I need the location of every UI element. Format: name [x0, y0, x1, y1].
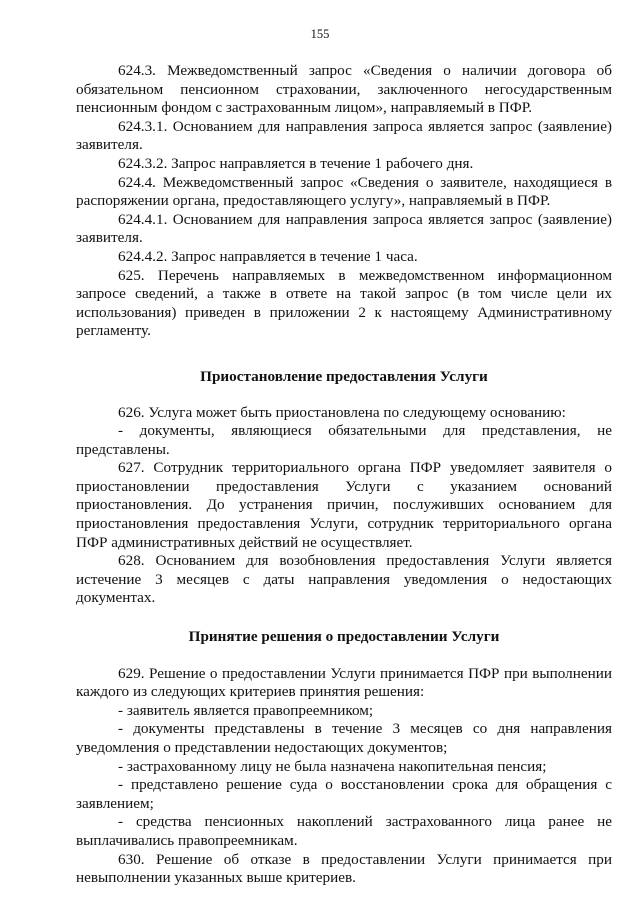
paragraph-627: 627. Сотрудник территориального органа ПФР уведомляет заявителя о приостановлении предоставления Услуги с указанием оснований приостановления. До устранения причин, послуживших основанием для приостановления предоставления Услуги, сотрудник территориального органа ПФР административных действий не осуществляет. — [76, 459, 612, 551]
section-heading-suspension: Приостановление предоставления Услуги — [200, 367, 488, 385]
paragraph-624-3: 624.3. Межведомственный запрос «Сведения о наличии договора об обязательном пенсионном страховании, заключенного негосударственным пенсионным фондом с застрахованным лицом», направляемый в ПФР. — [76, 62, 612, 117]
section-heading-decision: Принятие решения о предоставлении Услуги — [188, 628, 500, 646]
paragraph-624-4: 624.4. Межведомственный запрос «Сведения о заявителе, находящиеся в распоряжении органа, предоставляющего услугу», направляемый в ПФР. — [76, 173, 612, 210]
paragraph-629: 629. Решение о предоставлении Услуги принимается ПФР при выполнении каждого из следующих критериев принятия решения: — [76, 664, 612, 701]
paragraph-624-4-1: 624.4.1. Основанием для направления запроса является запрос (заявление) заявителя. — [76, 210, 612, 247]
list-item-documents-not-submitted: - документы, являющиеся обязательными для представления, не представлены. — [76, 422, 612, 458]
paragraph-624-3-2: 624.3.2. Запрос направляется в течение 1 рабочего дня. — [118, 154, 474, 172]
paragraph-624-3-1: 624.3.1. Основанием для направления запроса является запрос (заявление) заявителя. — [76, 117, 612, 154]
page-number: 155 — [310, 27, 330, 41]
list-item-criterion-3: - застрахованному лицу не была назначена накопительная пенсия; — [118, 757, 547, 775]
list-item-criterion-5: - средства пенсионных накоплений застрахованного лица ранее не выплачивались правопреемникам. — [76, 813, 612, 849]
list-item-criterion-1: - заявитель является правопреемником; — [118, 701, 374, 719]
paragraph-624-4-2: 624.4.2. Запрос направляется в течение 1 часа. — [118, 247, 418, 265]
paragraph-625: 625. Перечень направляемых в межведомственном информационном запросе сведений, а также в ответе на такой запрос (в том числе цели их использования) приведен в приложении 2 к настоящему Административному регламенту. — [76, 266, 612, 340]
list-item-criterion-4: - представлено решение суда о восстановлении срока для обращения с заявлением; — [76, 776, 612, 812]
paragraph-628: 628. Основанием для возобновления предоставления Услуги является истечение 3 месяцев с даты направления уведомления о недостающих документах. — [76, 552, 612, 607]
paragraph-630: 630. Решение об отказе в предоставлении Услуги принимается при невыполнении указанных выше критериев. — [76, 850, 612, 887]
list-item-criterion-2: - документы представлены в течение 3 месяцев со дня направления уведомления о представлении недостающих документов; — [76, 720, 612, 756]
document-body — [76, 62, 612, 888]
paragraph-626: 626. Услуга может быть приостановлена по следующему основанию: — [118, 403, 566, 421]
